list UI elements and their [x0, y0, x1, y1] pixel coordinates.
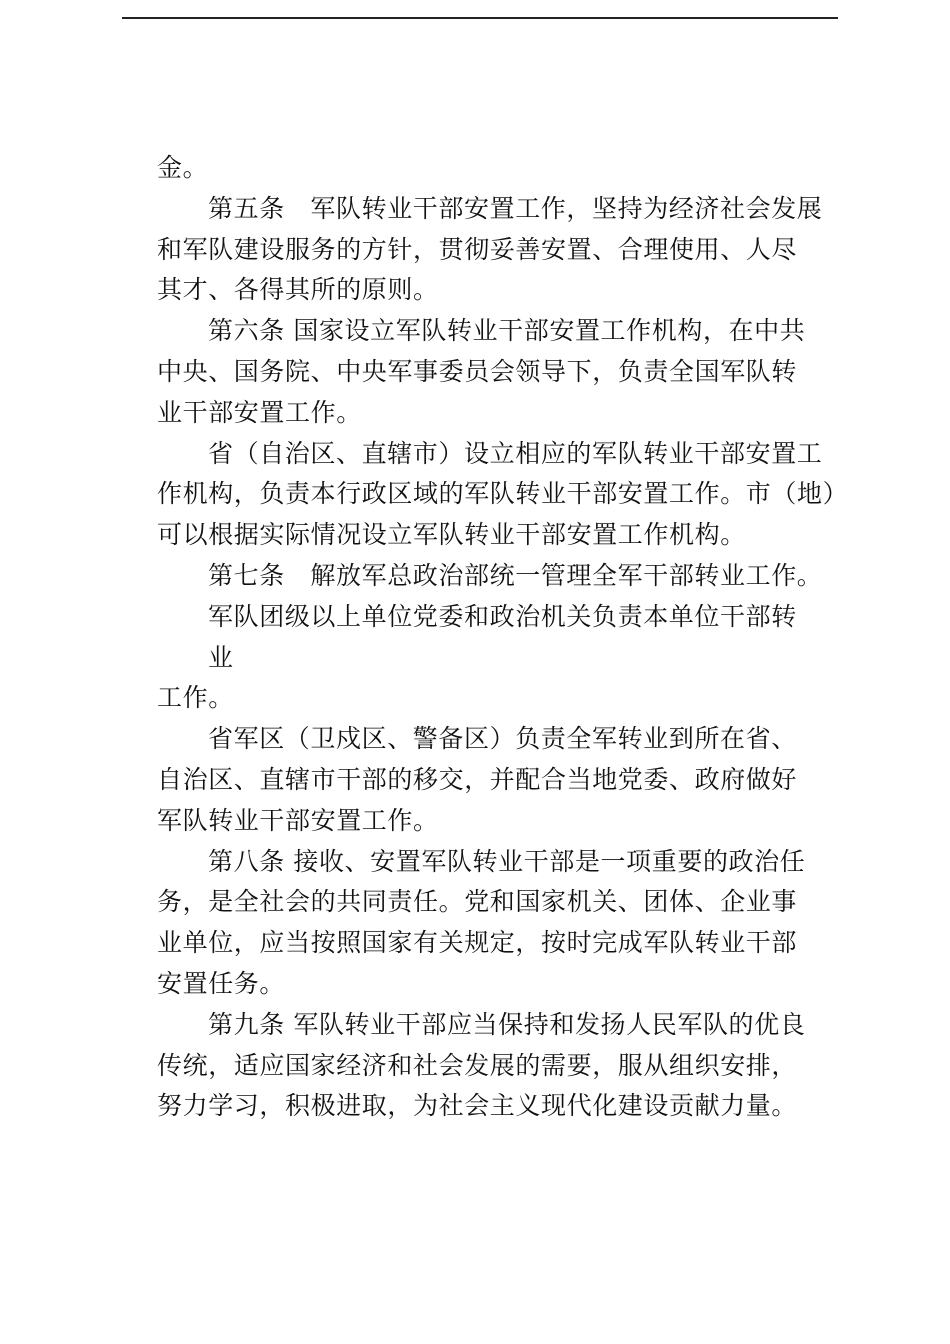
text-line: 省军区（卫戍区、警备区）负责全军转业到所在省、: [208, 724, 797, 754]
text-line: 务，是全社会的共同责任。党和国家机关、团体、企业事: [157, 887, 798, 917]
text-line: 金。: [157, 153, 209, 182]
header-rule: [122, 17, 838, 19]
text-line: 业单位，应当按照国家有关规定，按时完成军队转业干部: [157, 928, 798, 958]
text-line: 工作。: [157, 683, 234, 713]
text-line: 传统，适应国家经济和社会发展的需要，服从组织安排，: [157, 1050, 798, 1080]
text-line: 业干部安置工作。: [157, 397, 362, 427]
text-line: 业: [208, 642, 234, 672]
text-line: 第八条 接收、安置军队转业干部是一项重要的政治任: [208, 846, 806, 876]
text-line: 第九条 军队转业干部应当保持和发扬人民军队的优良: [208, 1009, 806, 1039]
text-line: 可以根据实际情况设立军队转业干部安置工作机构。: [157, 520, 746, 550]
text-line: 自治区、直辖市干部的移交，并配合当地党委、政府做好: [157, 764, 798, 794]
text-line: 第六条 国家设立军队转业干部安置工作机构，在中共: [208, 316, 806, 346]
text-line: 其才、各得其所的原则。: [157, 275, 439, 305]
document-body: [157, 148, 849, 1127]
text-line: 努力学习，积极进取，为社会主义现代化建设贡献力量。: [157, 1091, 798, 1121]
text-line: 中央、国务院、中央军事委员会领导下，负责全国军队转: [157, 356, 798, 386]
text-line: 第五条 军队转业干部安置工作，坚持为经济社会发展: [208, 193, 823, 223]
text-line: 第七条 解放军总政治部统一管理全军干部转业工作。: [208, 560, 823, 590]
text-line: 军队转业干部安置工作。: [157, 805, 439, 835]
text-line: 和军队建设服务的方针，贯彻妥善安置、合理使用、人尽: [157, 234, 798, 264]
text-line: 作机构，负责本行政区域的军队转业干部安置工作。市（地）: [157, 479, 849, 509]
text-line: 安置任务。: [157, 968, 286, 998]
text-line: 省（自治区、直辖市）设立相应的军队转业干部安置工: [208, 438, 823, 468]
text-line: 军队团级以上单位党委和政治机关负责本单位干部转: [208, 601, 797, 631]
